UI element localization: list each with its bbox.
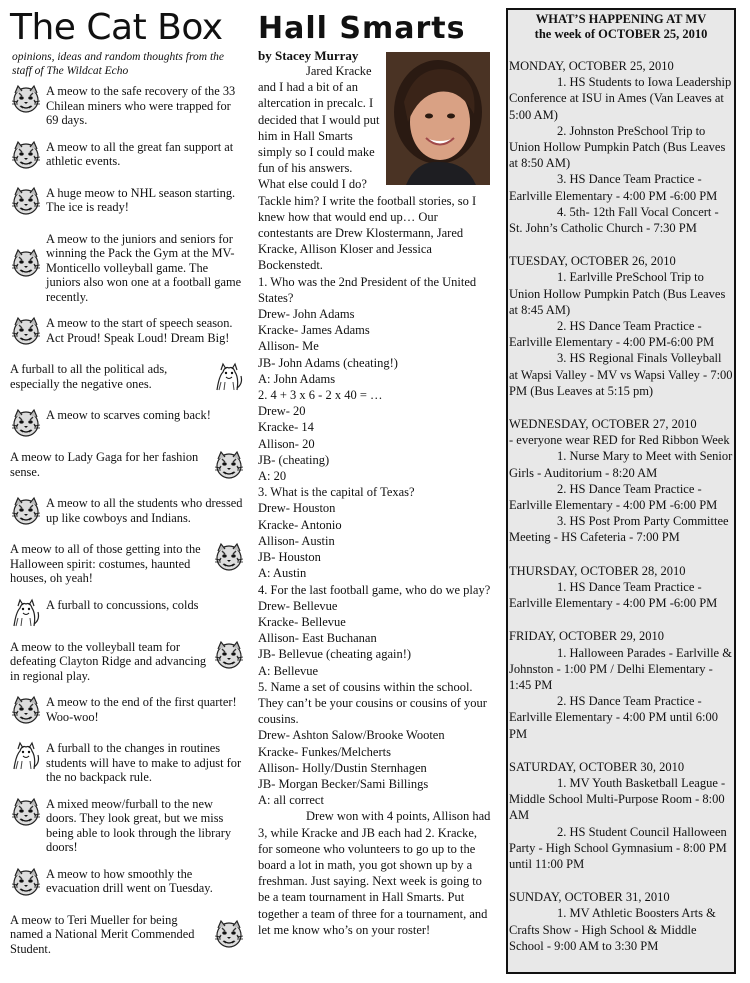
quiz-line: A: all correct — [258, 793, 324, 808]
intro-paragraph: Jared Kracke and I had a bit of an altercation in precalc. I decided that I would put him in Hall Smarts simply so I could make fun of his answers. What else could I do? — [258, 64, 380, 192]
cat-box-item: A furball to all the political ads, especially the negative ones. — [10, 362, 245, 396]
event-item: 2. HS Dance Team Practice - Earlville Elementary - 4:00 PM-6:00 PM — [509, 319, 715, 350]
box-header — [508, 10, 734, 42]
cat-box-item: A meow to the start of speech season. Act Proud! Speak Loud! Dream Big! — [10, 316, 245, 350]
event-item: 3. HS Regional Finals Volleyball at Wapsi Valley - MV vs Wapsi Valley - 7:00 PM (Bus Leaves at 5:15 pm) — [509, 351, 733, 398]
day-heading: WEDNESDAY, OCTOBER 27, 2010 — [509, 417, 697, 432]
quiz-line: A: 20 — [258, 469, 287, 484]
byline: by Stacey Murray — [258, 48, 359, 63]
quiz-line: Allison- East Buchanan — [258, 631, 377, 646]
event-item: 3. HS Dance Team Practice - Earlville Elementary - 4:00 PM -6:00 PM — [509, 172, 718, 203]
quiz-lines — [258, 274, 492, 809]
hall-smarts-article — [258, 63, 492, 938]
day-section — [509, 628, 733, 741]
quiz-line: Kracke- Funkes/Melcherts — [258, 744, 391, 759]
cat-box-item: A huge meow to NHL season starting. The ice is ready! — [10, 186, 245, 220]
wildcat-icon — [10, 84, 42, 114]
cat-box-item: A furball to concussions, colds — [10, 598, 245, 628]
event-item: 1. HS Students to Iowa Leadership Conference at ISU in Ames (Van Leaves at 5:00 AM) — [509, 75, 732, 122]
quiz-line: Kracke- 14 — [258, 420, 314, 435]
wildcat-icon — [10, 140, 42, 170]
wildcat-icon — [10, 248, 42, 278]
quiz-line: Drew- Houston — [258, 501, 336, 516]
author-portrait — [386, 52, 490, 185]
quiz-line: A: Austin — [258, 566, 307, 581]
hall-smarts-title: Hall Smarts — [258, 11, 466, 46]
quiz-line: JB- (cheating) — [258, 452, 330, 467]
wildcat-icon — [10, 695, 42, 725]
cat-box-item: A mixed meow/furball to the new doors. They look great, but we miss being able to look through the library doors! — [10, 797, 245, 855]
wildcat-icon — [10, 496, 42, 526]
event-item: 4. 5th- 12th Fall Vocal Concert - St. John’s Catholic Church - 7:30 PM — [509, 204, 719, 236]
cat-box-item: A meow to the end of the first quarter! Woo-woo! — [10, 695, 245, 729]
cat-box-item: A meow to scarves coming back! — [10, 408, 245, 438]
whats-happening-box — [506, 8, 736, 974]
quiz-line: JB- Houston — [258, 550, 321, 565]
wildcat-icon — [10, 316, 42, 346]
hissing-cat-icon — [10, 741, 42, 771]
cat-box-item: A meow to the safe recovery of the 33 Chilean miners who were trapped for 69 days. — [10, 84, 245, 128]
event-item: 2. HS Student Council Halloween Party - High School Gymnasium - 8:00 PM until 11:00 PM — [509, 824, 727, 871]
quiz-line: A: John Adams — [258, 371, 336, 386]
quiz-line: Drew- John Adams — [258, 307, 355, 322]
quiz-line: Allison- Austin — [258, 533, 335, 548]
quiz-line: Allison- Holly/Dustin Sternhagen — [258, 760, 427, 775]
wildcat-icon — [10, 186, 42, 216]
events-list — [508, 58, 734, 954]
cat-box-item: A meow to how smoothly the evacuation drill went on Tuesday. — [10, 867, 245, 901]
paragraph: Tackle him? I write the football stories, so I knew how that would end up… Our contestants are Drew Klostermann, Jared Kracke, Allison Kloser and Jessica Bockenstedt. — [258, 193, 477, 273]
quiz-line: Allison- 20 — [258, 436, 315, 451]
event-item: 1. Halloween Parades - Earlville & Johnston - 1:00 PM / Delhi Elementary - 1:45 PM — [509, 645, 732, 692]
event-item: 2. Johnston PreSchool Trip to Union Hollow Pumpkin Patch (Bus Leaves at 8:50 AM) — [509, 123, 726, 171]
quiz-line: JB- Bellevue (cheating again!) — [258, 647, 412, 662]
quiz-line: Kracke- Bellevue — [258, 614, 346, 629]
quiz-line: 5. Name a set of cousins within the school. They can’t be your cousins or cousins of your cousins. — [258, 679, 487, 727]
author-photo — [386, 52, 490, 185]
quiz-line: 2. 4 + 3 x 6 - 2 x 40 = … — [258, 388, 383, 403]
wildcat-icon — [10, 797, 42, 827]
quiz-line: JB- John Adams (cheating!) — [258, 355, 398, 370]
day-heading: TUESDAY, OCTOBER 26, 2010 — [509, 254, 676, 269]
cat-box-item: A meow to the juniors and seniors for winning the Pack the Gym at the MV-Monticello volleyball game. The juniors also won one at a football game recently. — [10, 232, 245, 305]
cat-box-column — [10, 0, 245, 968]
day-section — [509, 563, 733, 612]
day-heading: FRIDAY, OCTOBER 29, 2010 — [509, 629, 665, 644]
cat-box-subtitle: opinions, ideas and random thoughts from the staff of The Wildcat Echo — [12, 51, 225, 77]
cat-box-item: A meow to all the students who dressed up like cowboys and Indians. — [10, 496, 245, 530]
event-item: 3. HS Post Prom Party Committee Meeting - HS Cafeteria - 7:00 PM — [509, 514, 729, 545]
quiz-line: Drew- Bellevue — [258, 598, 338, 613]
day-section — [509, 889, 733, 954]
wildcat-icon — [10, 867, 42, 897]
hall-smarts-column — [258, 0, 492, 938]
box-subtitle: the week of OCTOBER 25, 2010 — [534, 27, 708, 41]
day-section — [509, 253, 733, 399]
box-title: WHAT’S HAPPENING AT MV — [535, 12, 707, 26]
wildcat-icon — [213, 919, 245, 949]
cat-box-item: A meow to the volleyball team for defeating Clayton Ridge and advancing in regional play. — [10, 640, 245, 684]
day-note: - everyone wear RED for Red Ribbon Week — [509, 433, 730, 448]
cat-box-item: A meow to Lady Gaga for her fashion sense. — [10, 450, 245, 484]
cat-box-item: A furball to the changes in routines students will have to make to adjust for the no backpack rule. — [10, 741, 245, 785]
wildcat-icon — [213, 542, 245, 572]
day-section — [509, 759, 733, 872]
cat-box-item: A meow to all the great fan support at athletic events. — [10, 140, 245, 174]
hissing-cat-icon — [213, 362, 245, 392]
day-heading: SUNDAY, OCTOBER 31, 2010 — [509, 890, 670, 905]
quiz-line: Allison- Me — [258, 339, 319, 354]
cat-box-item: A meow to Teri Mueller for being named a National Merit Commended Student. — [10, 913, 245, 957]
quiz-line: Drew- Ashton Salow/Brooke Wooten — [258, 728, 445, 743]
wildcat-icon — [213, 450, 245, 480]
event-item: 1. Earlville PreSchool Trip to Union Hollow Pumpkin Patch (Bus Leaves at 8:45 AM) — [509, 270, 726, 317]
cat-box-item: A meow to all of those getting into the Halloween spirit: costumes, haunted houses, oh yeah! — [10, 542, 245, 586]
quiz-line: 1. Who was the 2nd President of the United States? — [258, 274, 477, 305]
quiz-line: Kracke- Antonio — [258, 517, 342, 532]
event-item: 1. Nurse Mary to Meet with Senior Girls - Auditorium - 8:20 AM — [509, 449, 733, 480]
wildcat-icon — [213, 640, 245, 670]
day-heading: SATURDAY, OCTOBER 30, 2010 — [509, 759, 685, 774]
quiz-line: 3. What is the capital of Texas? — [258, 485, 415, 500]
day-section — [509, 58, 733, 236]
quiz-line: 4. For the last football game, who do we play? — [258, 582, 491, 597]
day-heading: MONDAY, OCTOBER 25, 2010 — [509, 59, 674, 73]
cat-box-title: The Cat Box — [10, 7, 223, 48]
hissing-cat-icon — [10, 598, 42, 628]
event-item: 2. HS Dance Team Practice - Earlville Elementary - 4:00 PM until 6:00 PM — [509, 694, 718, 741]
quiz-line: A: Bellevue — [258, 663, 319, 678]
quiz-line: Drew- 20 — [258, 404, 306, 419]
closing-paragraph: Drew won with 4 points, Allison had 3, while Kracke and JB each had 2. Kracke, for someone who volunteers to go up to the board a lot in math, you got shown up by a freshman. Just saying. Next week is going to be a team tournament in Hall Smarts. Put together a team of three for a tournament, and let me know who’s on your roster! — [258, 809, 491, 937]
event-item: 2. HS Dance Team Practice - Earlville Elementary - 4:00 PM -6:00 PM — [509, 481, 718, 513]
day-heading: THURSDAY, OCTOBER 28, 2010 — [509, 563, 686, 578]
wildcat-icon — [10, 408, 42, 438]
event-item: 1. HS Dance Team Practice - Earlville Elementary - 4:00 PM -6:00 PM — [509, 579, 718, 611]
event-item: 1. MV Athletic Boosters Arts & Crafts Show - High School & Middle School - 9:00 AM to 3:30 PM — [509, 906, 716, 953]
quiz-line: Kracke- James Adams — [258, 323, 370, 338]
quiz-line: JB- Morgan Becker/Sami Billings — [258, 776, 429, 791]
event-item: 1. MV Youth Basketball League - Middle School Multi-Purpose Room - 8:00 AM — [509, 775, 726, 823]
day-section — [509, 416, 733, 546]
